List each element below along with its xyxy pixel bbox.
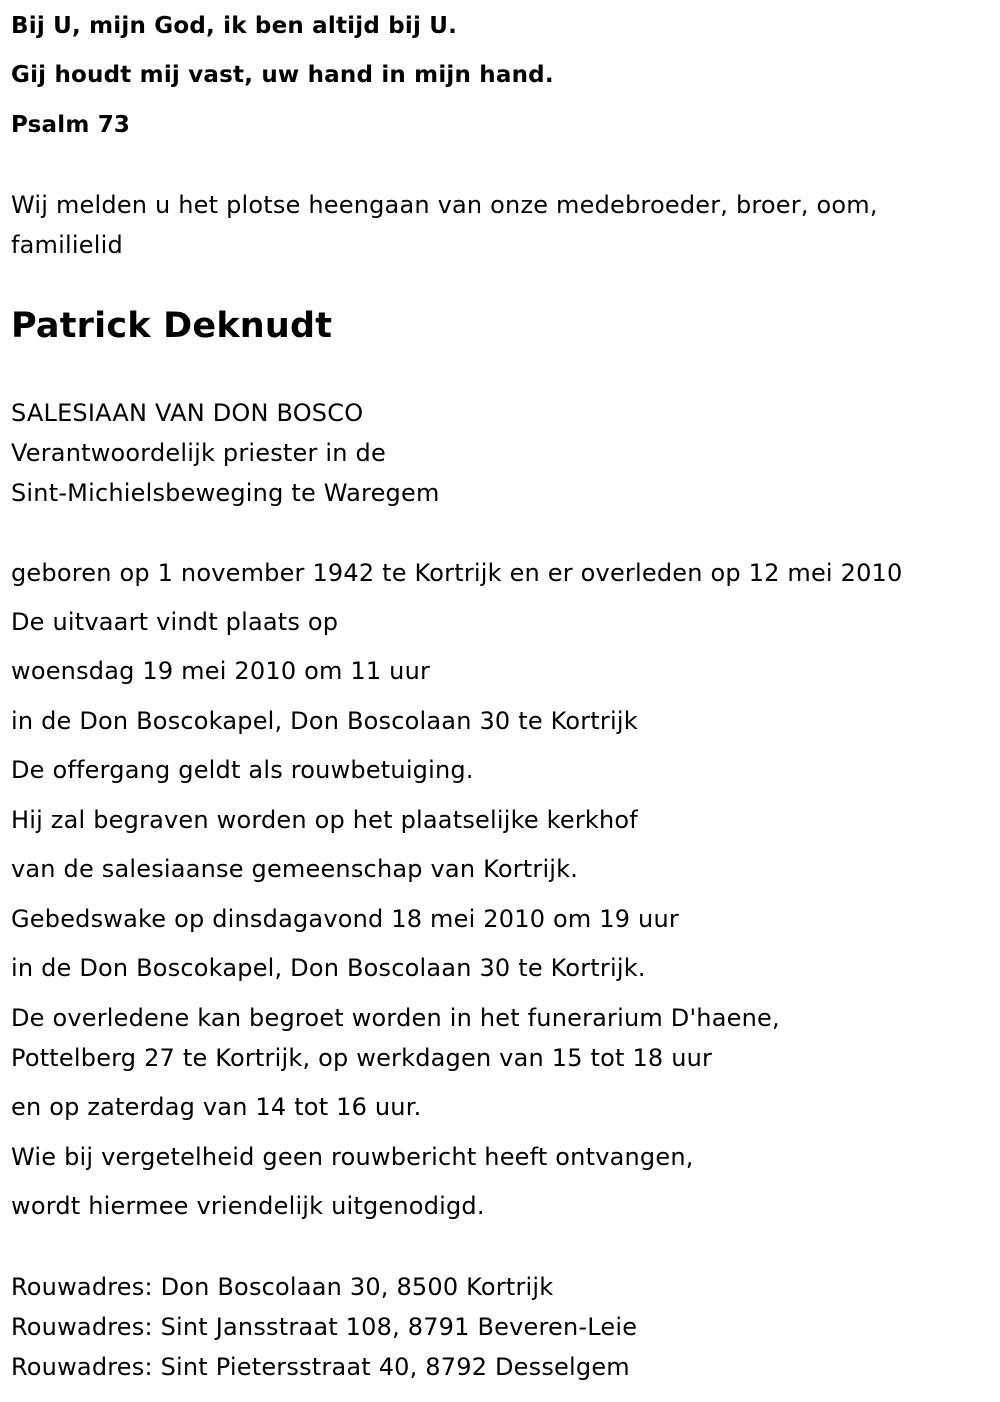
mourning-address: Rouwadres: Sint Pietersstraat 40, 8792 Desselgem — [11, 1353, 630, 1381]
detail-line: woensdag 19 mei 2010 om 11 uur — [11, 657, 431, 685]
detail-line: Pottelberg 27 te Kortrijk, op werkdagen van 15 tot 18 uur — [11, 1044, 713, 1072]
deceased-role-line-1: Verantwoordelijk priester in de — [11, 439, 386, 467]
detail-line: en op zaterdag van 14 tot 16 uur. — [11, 1093, 422, 1121]
mourning-address: Rouwadres: Don Boscolaan 30, 8500 Kortrijk — [11, 1273, 554, 1301]
detail-line: geboren op 1 november 1942 te Kortrijk en er overleden op 12 mei 2010 — [11, 559, 903, 587]
deceased-name: Patrick Deknudt — [11, 306, 333, 346]
detail-line: Wie bij vergetelheid geen rouwbericht heeft ontvangen, — [11, 1143, 694, 1171]
deceased-role-line-2: Sint-Michielsbeweging te Waregem — [11, 479, 440, 507]
verse-line-2: Gij houdt mij vast, uw hand in mijn hand. — [11, 62, 554, 88]
mourning-address: Rouwadres: Sint Jansstraat 108, 8791 Beveren-Leie — [11, 1313, 638, 1341]
announcement-line-2: familielid — [11, 231, 123, 259]
detail-line: in de Don Boscokapel, Don Boscolaan 30 te Kortrijk. — [11, 954, 646, 982]
verse-line-1: Bij U, mijn God, ik ben altijd bij U. — [11, 13, 458, 39]
detail-line: De offergang geldt als rouwbetuiging. — [11, 756, 474, 784]
announcement-line-1: Wij melden u het plotse heengaan van onze medebroeder, broer, oom, — [11, 191, 878, 219]
detail-line: De overledene kan begroet worden in het funerarium D'haene, — [11, 1004, 780, 1032]
deceased-title: SALESIAAN VAN DON BOSCO — [11, 399, 364, 427]
detail-line: in de Don Boscokapel, Don Boscolaan 30 te Kortrijk — [11, 707, 638, 735]
detail-line: wordt hiermee vriendelijk uitgenodigd. — [11, 1192, 485, 1220]
detail-line: van de salesiaanse gemeenschap van Kortrijk. — [11, 855, 579, 883]
detail-line: De uitvaart vindt plaats op — [11, 608, 339, 636]
detail-line: Hij zal begraven worden op het plaatselijke kerkhof — [11, 806, 638, 834]
detail-line: Gebedswake op dinsdagavond 18 mei 2010 om 19 uur — [11, 905, 679, 933]
verse-reference: Psalm 73 — [11, 112, 131, 138]
